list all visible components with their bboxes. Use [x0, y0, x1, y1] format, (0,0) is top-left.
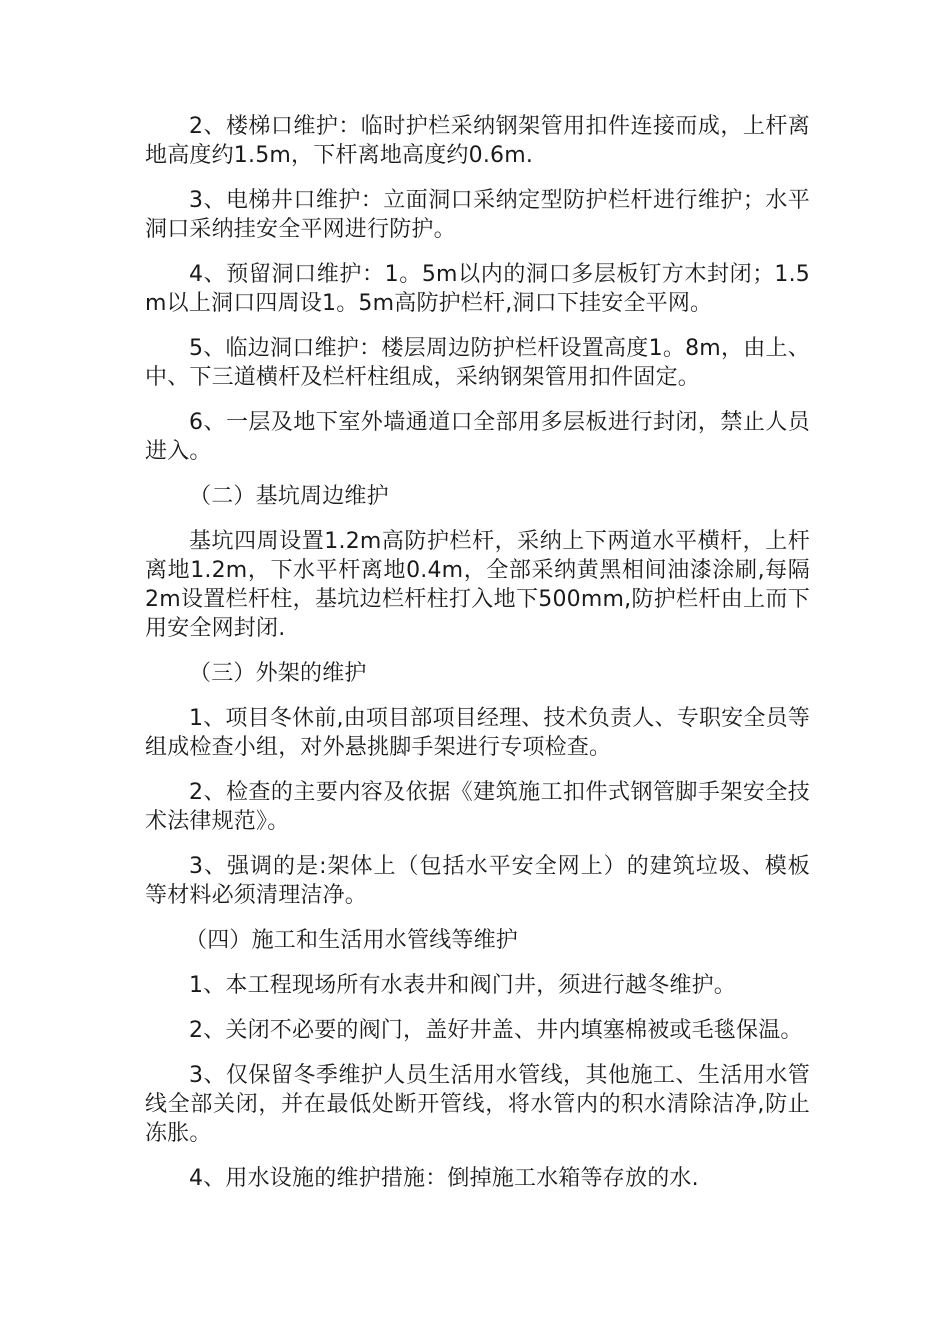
section-heading-water-pipes: （四）施工和生活用水管线等维护 [185, 928, 519, 953]
paragraph-inspection-basis: 2、检查的主要内容及依据《建筑施工扣件式钢管脚手架安全技术法律规范》。 [145, 780, 810, 834]
section-heading-pit-edge: （二）基坑周边维护 [189, 484, 389, 509]
document-body [145, 112, 810, 1209]
paragraph-inspection-team: 1、项目冬休前,由项目部项目经理、技术负责人、专职安全员等组成检查小组，对外悬挑脚手架进行专项检查。 [145, 706, 810, 760]
paragraph-elevator-shaft: 3、电梯井口维护：立面洞口采纳定型防护栏杆进行维护；水平洞口采纳挂安全平网进行防护。 [145, 188, 810, 242]
paragraph-pit-railing: 基坑四周设置1.2m高防护栏杆，采纳上下两道水平横杆，上杆离地1.2m，下水平杆离地0.4m，全部采纳黄黑相间油漆涂刷,每隔2m设置栏杆柱，基坑边栏杆柱打入地下500mm,防护栏杆由上而下用安全网封闭. [145, 529, 810, 641]
paragraph-stair-opening: 2、楼梯口维护：临时护栏采纳钢架管用扣件连接而成，上杆离地高度约1.5m，下杆离地高度约0.6m. [145, 114, 810, 168]
section-heading-scaffold: （三）外架的维护 [189, 661, 367, 686]
paragraph-reserved-opening: 4、预留洞口维护：1。5m以内的洞口多层板钉方木封闭；1.5m以上洞口四周设1。5m高防护栏杆,洞口下挂安全平网。 [145, 262, 810, 316]
paragraph-edge-opening: 5、临边洞口维护：楼层周边防护栏杆设置高度1。8m，由上、中、下三道横杆及栏杆柱组成，采纳钢架管用扣件固定。 [145, 336, 810, 390]
paragraph-water-facilities: 4、用水设施的维护措施：倒掉施工水箱等存放的水. [189, 1166, 699, 1191]
paragraph-winter-pipes: 3、仅保留冬季维护人员生活用水管线，其他施工、生活用水管线全部关闭，并在最低处断开管线，将水管内的积水清除洁净,防止冻胀。 [145, 1063, 810, 1146]
paragraph-meter-wells: 1、本工程现场所有水表井和阀门井，须进行越冬维护。 [189, 973, 736, 998]
paragraph-basement-passage: 6、一层及地下室外墙通道口全部用多层板进行封闭，禁止人员进入。 [145, 410, 810, 464]
paragraph-cleanup: 3、强调的是:架体上（包括水平安全网上）的建筑垃圾、模板等材料必须清理洁净。 [145, 854, 810, 908]
paragraph-close-valves: 2、关闭不必要的阀门，盖好井盖、井内填塞棉被或毛毯保温。 [189, 1018, 803, 1043]
